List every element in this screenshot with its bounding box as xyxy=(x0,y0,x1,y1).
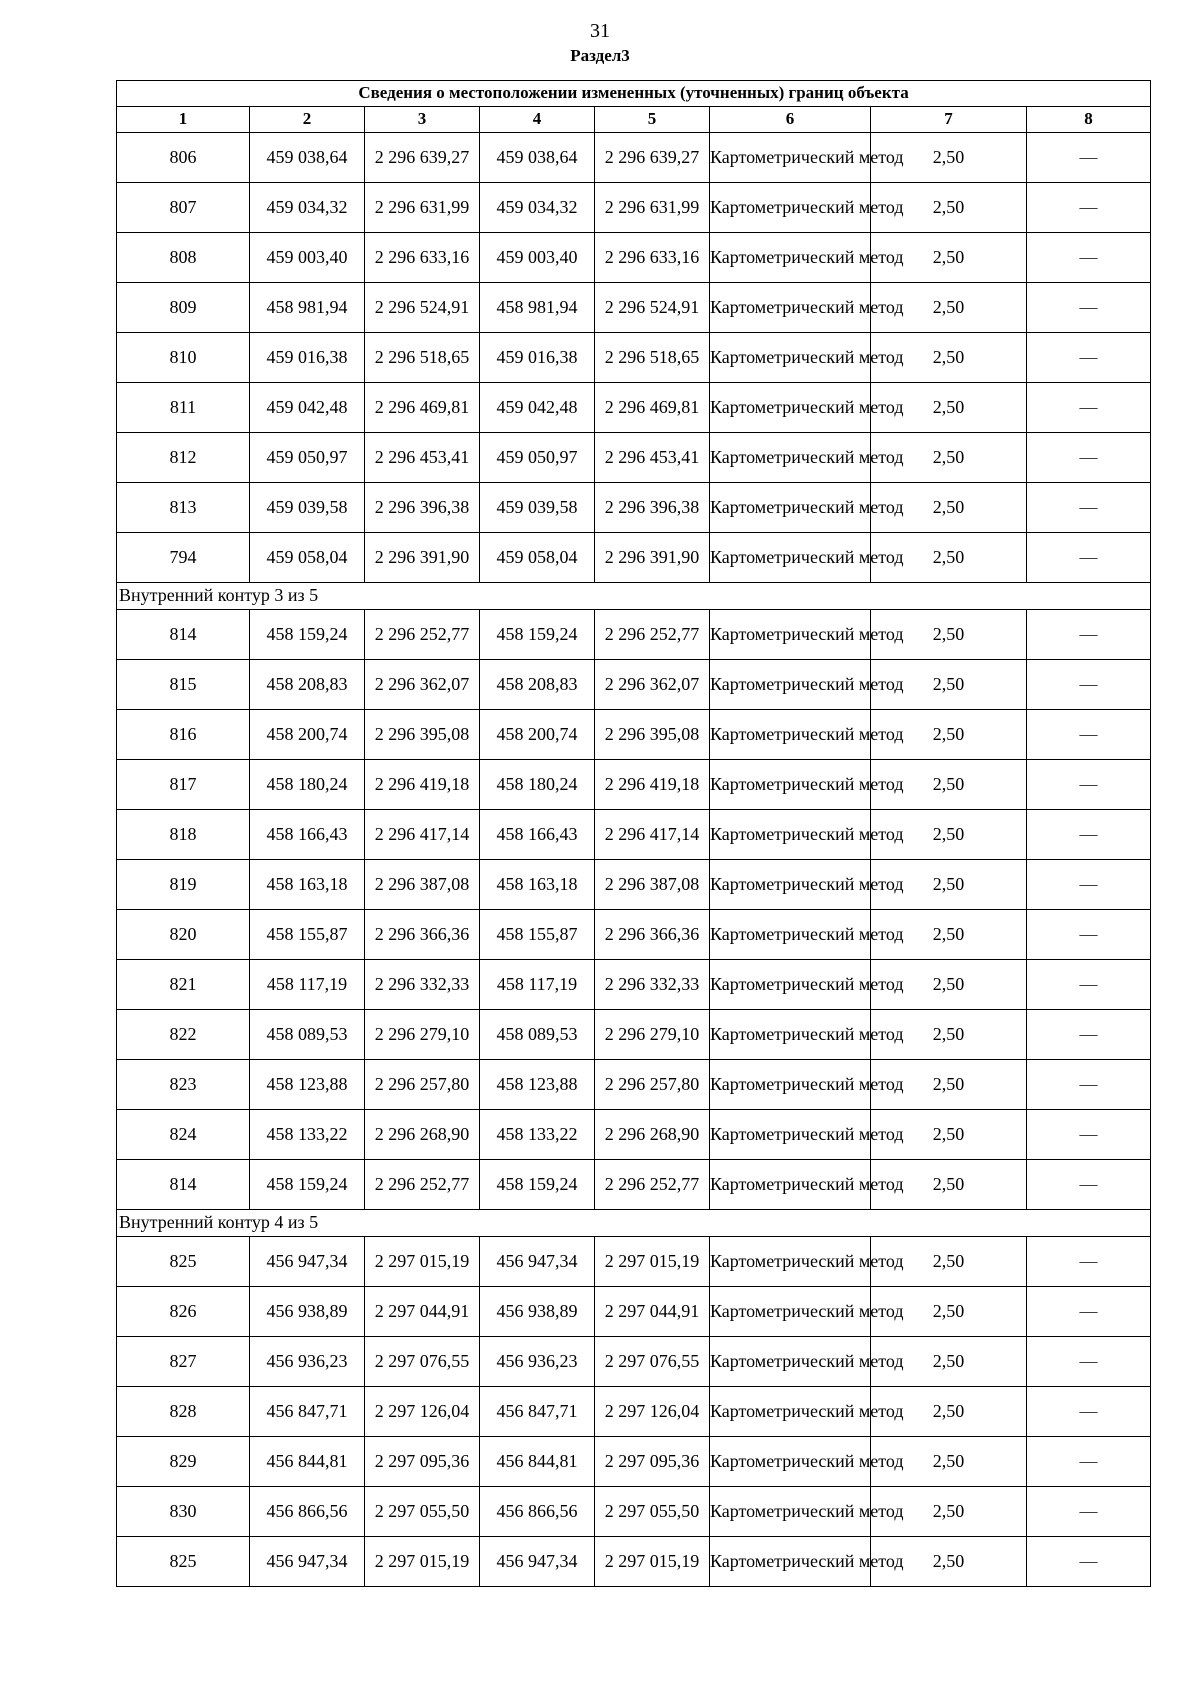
table-cell-col-5: 2 296 362,07 xyxy=(595,660,710,710)
table-cell-col-6: Картометрический метод xyxy=(710,1160,871,1210)
table-cell-col-1: 821 xyxy=(117,960,250,1010)
table-row xyxy=(117,183,1151,233)
contour-label: Внутренний контур 4 из 5 xyxy=(117,1210,1151,1237)
table-cell-col-1: 827 xyxy=(117,1337,250,1387)
table-cell-col-5: 2 296 518,65 xyxy=(595,333,710,383)
table-cell-col-6: Картометрический метод xyxy=(710,433,871,483)
table-cell-col-5: 2 296 639,27 xyxy=(595,133,710,183)
table-cell-col-7: 2,50 xyxy=(871,1160,1027,1210)
table-cell-col-1: 808 xyxy=(117,233,250,283)
table-cell-col-8: — xyxy=(1027,760,1151,810)
column-header-2: 2 xyxy=(250,107,365,133)
table-row xyxy=(117,860,1151,910)
column-header-6: 6 xyxy=(710,107,871,133)
table-cell-col-6: Картометрический метод xyxy=(710,1387,871,1437)
table-cell-col-3: 2 296 268,90 xyxy=(365,1110,480,1160)
table-cell-col-2: 458 200,74 xyxy=(250,710,365,760)
table-cell-col-3: 2 296 257,80 xyxy=(365,1060,480,1110)
table-cell-col-7: 2,50 xyxy=(871,760,1027,810)
table-cell-col-1: 830 xyxy=(117,1487,250,1537)
table-cell-col-5: 2 296 268,90 xyxy=(595,1110,710,1160)
table-cell-col-8: — xyxy=(1027,1287,1151,1337)
table-cell-col-5: 2 296 252,77 xyxy=(595,1160,710,1210)
column-header-row xyxy=(117,107,1151,133)
table-cell-col-5: 2 296 524,91 xyxy=(595,283,710,333)
table-cell-col-4: 458 163,18 xyxy=(480,860,595,910)
table-cell-col-7: 2,50 xyxy=(871,533,1027,583)
section-title: Раздел3 xyxy=(570,46,630,65)
table-cell-col-7: 2,50 xyxy=(871,333,1027,383)
column-header-4: 4 xyxy=(480,107,595,133)
table-row xyxy=(117,960,1151,1010)
table-cell-col-2: 458 133,22 xyxy=(250,1110,365,1160)
table-cell-col-3: 2 296 639,27 xyxy=(365,133,480,183)
table-cell-col-6: Картометрический метод xyxy=(710,1287,871,1337)
table-cell-col-6: Картометрический метод xyxy=(710,233,871,283)
table-row xyxy=(117,433,1151,483)
column-header-5: 5 xyxy=(595,107,710,133)
table-cell-col-5: 2 296 279,10 xyxy=(595,1010,710,1060)
table-cell-col-4: 459 034,32 xyxy=(480,183,595,233)
table-cell-col-1: 829 xyxy=(117,1437,250,1487)
table-cell-col-5: 2 297 015,19 xyxy=(595,1537,710,1587)
table-cell-col-8: — xyxy=(1027,383,1151,433)
table-cell-col-2: 459 038,64 xyxy=(250,133,365,183)
table-cell-col-7: 2,50 xyxy=(871,1110,1027,1160)
table-row xyxy=(117,660,1151,710)
table-cell-col-2: 458 155,87 xyxy=(250,910,365,960)
table-cell-col-5: 2 297 076,55 xyxy=(595,1337,710,1387)
table-cell-col-8: — xyxy=(1027,1437,1151,1487)
table-cell-col-2: 456 936,23 xyxy=(250,1337,365,1387)
table-row xyxy=(117,1010,1151,1060)
page-number: 31 xyxy=(590,20,610,42)
table-cell-col-1: 819 xyxy=(117,860,250,910)
table-cell-col-1: 813 xyxy=(117,483,250,533)
table-cell-col-4: 456 947,34 xyxy=(480,1237,595,1287)
table-cell-col-6: Картометрический метод xyxy=(710,383,871,433)
table-cell-col-4: 459 003,40 xyxy=(480,233,595,283)
table-cell-col-3: 2 296 279,10 xyxy=(365,1010,480,1060)
table-cell-col-8: — xyxy=(1027,1160,1151,1210)
table-row xyxy=(117,283,1151,333)
table-cell-col-6: Картометрический метод xyxy=(710,760,871,810)
table-cell-col-1: 807 xyxy=(117,183,250,233)
table-cell-col-3: 2 297 095,36 xyxy=(365,1437,480,1487)
table-cell-col-3: 2 297 076,55 xyxy=(365,1337,480,1387)
table-cell-col-4: 458 089,53 xyxy=(480,1010,595,1060)
table-cell-col-3: 2 296 419,18 xyxy=(365,760,480,810)
table-cell-col-7: 2,50 xyxy=(871,383,1027,433)
table-cell-col-5: 2 296 391,90 xyxy=(595,533,710,583)
table-cell-col-4: 459 039,58 xyxy=(480,483,595,533)
table-cell-col-2: 459 039,58 xyxy=(250,483,365,533)
table-cell-col-8: — xyxy=(1027,1060,1151,1110)
table-cell-col-2: 458 981,94 xyxy=(250,283,365,333)
table-cell-col-7: 2,50 xyxy=(871,710,1027,760)
table-cell-col-6: Картометрический метод xyxy=(710,810,871,860)
table-cell-col-5: 2 296 396,38 xyxy=(595,483,710,533)
table-cell-col-5: 2 296 252,77 xyxy=(595,610,710,660)
table-cell-col-6: Картометрический метод xyxy=(710,1010,871,1060)
table-cell-col-1: 820 xyxy=(117,910,250,960)
table-cell-col-4: 456 938,89 xyxy=(480,1287,595,1337)
table-cell-col-4: 458 133,22 xyxy=(480,1110,595,1160)
table-cell-col-8: — xyxy=(1027,810,1151,860)
table-cell-col-7: 2,50 xyxy=(871,1287,1027,1337)
table-cell-col-1: 825 xyxy=(117,1237,250,1287)
table-cell-col-7: 2,50 xyxy=(871,133,1027,183)
table-cell-col-7: 2,50 xyxy=(871,1537,1027,1587)
table-body xyxy=(117,81,1151,1587)
table-cell-col-2: 458 180,24 xyxy=(250,760,365,810)
coordinates-table xyxy=(116,80,1151,1587)
table-cell-col-5: 2 296 631,99 xyxy=(595,183,710,233)
column-header-7: 7 xyxy=(871,107,1027,133)
table-cell-col-8: — xyxy=(1027,1337,1151,1387)
table-cell-col-1: 825 xyxy=(117,1537,250,1587)
table-row xyxy=(117,810,1151,860)
table-cell-col-3: 2 297 044,91 xyxy=(365,1287,480,1337)
table-cell-col-6: Картометрический метод xyxy=(710,860,871,910)
table-row xyxy=(117,1437,1151,1487)
table-cell-col-2: 458 089,53 xyxy=(250,1010,365,1060)
table-cell-col-4: 456 844,81 xyxy=(480,1437,595,1487)
table-cell-col-3: 2 296 387,08 xyxy=(365,860,480,910)
table-cell-col-4: 456 866,56 xyxy=(480,1487,595,1537)
table-cell-col-6: Картометрический метод xyxy=(710,960,871,1010)
table-title-row xyxy=(117,81,1151,107)
table-cell-col-8: — xyxy=(1027,133,1151,183)
table-cell-col-2: 459 016,38 xyxy=(250,333,365,383)
table-cell-col-2: 456 938,89 xyxy=(250,1287,365,1337)
table-cell-col-6: Картометрический метод xyxy=(710,183,871,233)
table-cell-col-7: 2,50 xyxy=(871,1010,1027,1060)
table-cell-col-8: — xyxy=(1027,183,1151,233)
table-cell-col-4: 458 180,24 xyxy=(480,760,595,810)
table-cell-col-4: 459 050,97 xyxy=(480,433,595,483)
table-cell-col-7: 2,50 xyxy=(871,610,1027,660)
table-cell-col-7: 2,50 xyxy=(871,1337,1027,1387)
table-cell-col-2: 458 166,43 xyxy=(250,810,365,860)
contour-label-row xyxy=(117,583,1151,610)
table-cell-col-7: 2,50 xyxy=(871,910,1027,960)
table-cell-col-6: Картометрический метод xyxy=(710,1337,871,1387)
table-cell-col-1: 806 xyxy=(117,133,250,183)
table-cell-col-4: 459 016,38 xyxy=(480,333,595,383)
table-cell-col-1: 816 xyxy=(117,710,250,760)
table-cell-col-6: Картометрический метод xyxy=(710,660,871,710)
table-row xyxy=(117,710,1151,760)
table-cell-col-8: — xyxy=(1027,533,1151,583)
table-cell-col-3: 2 296 453,41 xyxy=(365,433,480,483)
table-cell-col-3: 2 296 391,90 xyxy=(365,533,480,583)
table-cell-col-1: 826 xyxy=(117,1287,250,1337)
table-cell-col-4: 458 166,43 xyxy=(480,810,595,860)
table-cell-col-1: 818 xyxy=(117,810,250,860)
table-cell-col-8: — xyxy=(1027,910,1151,960)
table-cell-col-1: 828 xyxy=(117,1387,250,1437)
table-title: Сведения о местоположении измененных (уточненных) границ объекта xyxy=(117,81,1151,107)
table-row xyxy=(117,383,1151,433)
table-cell-col-1: 812 xyxy=(117,433,250,483)
table-cell-col-8: — xyxy=(1027,960,1151,1010)
table-row xyxy=(117,1287,1151,1337)
table-cell-col-5: 2 296 366,36 xyxy=(595,910,710,960)
table-cell-col-7: 2,50 xyxy=(871,960,1027,1010)
table-cell-col-4: 458 159,24 xyxy=(480,610,595,660)
table-cell-col-6: Картометрический метод xyxy=(710,1060,871,1110)
table-cell-col-1: 814 xyxy=(117,610,250,660)
table-cell-col-5: 2 296 469,81 xyxy=(595,383,710,433)
table-cell-col-4: 458 208,83 xyxy=(480,660,595,710)
table-cell-col-3: 2 296 631,99 xyxy=(365,183,480,233)
table-cell-col-7: 2,50 xyxy=(871,1387,1027,1437)
table-cell-col-7: 2,50 xyxy=(871,1060,1027,1110)
table-cell-col-3: 2 296 518,65 xyxy=(365,333,480,383)
table-row xyxy=(117,1387,1151,1437)
table-cell-col-3: 2 296 395,08 xyxy=(365,710,480,760)
table-cell-col-7: 2,50 xyxy=(871,433,1027,483)
table-cell-col-1: 824 xyxy=(117,1110,250,1160)
table-cell-col-2: 458 163,18 xyxy=(250,860,365,910)
table-cell-col-8: — xyxy=(1027,610,1151,660)
table-cell-col-1: 815 xyxy=(117,660,250,710)
table-cell-col-6: Картометрический метод xyxy=(710,1237,871,1287)
table-cell-col-7: 2,50 xyxy=(871,233,1027,283)
table-cell-col-4: 459 058,04 xyxy=(480,533,595,583)
table-cell-col-8: — xyxy=(1027,483,1151,533)
table-cell-col-8: — xyxy=(1027,283,1151,333)
table-cell-col-2: 456 844,81 xyxy=(250,1437,365,1487)
table-cell-col-1: 823 xyxy=(117,1060,250,1110)
table-cell-col-4: 456 936,23 xyxy=(480,1337,595,1387)
table-cell-col-2: 458 208,83 xyxy=(250,660,365,710)
table-cell-col-2: 459 034,32 xyxy=(250,183,365,233)
table-cell-col-7: 2,50 xyxy=(871,1487,1027,1537)
table-cell-col-5: 2 296 257,80 xyxy=(595,1060,710,1110)
table-cell-col-6: Картометрический метод xyxy=(710,283,871,333)
table-cell-col-8: — xyxy=(1027,710,1151,760)
table-cell-col-1: 817 xyxy=(117,760,250,810)
table-cell-col-6: Картометрический метод xyxy=(710,483,871,533)
table-row xyxy=(117,133,1151,183)
table-cell-col-8: — xyxy=(1027,233,1151,283)
table-cell-col-2: 456 866,56 xyxy=(250,1487,365,1537)
table-row xyxy=(117,1337,1151,1387)
table-cell-col-8: — xyxy=(1027,860,1151,910)
table-row xyxy=(117,910,1151,960)
table-row xyxy=(117,1160,1151,1210)
table-cell-col-3: 2 297 015,19 xyxy=(365,1537,480,1587)
table-cell-col-6: Картометрический метод xyxy=(710,910,871,960)
table-cell-col-8: — xyxy=(1027,1537,1151,1587)
table-row xyxy=(117,533,1151,583)
table-cell-col-6: Картометрический метод xyxy=(710,710,871,760)
table-cell-col-3: 2 296 332,33 xyxy=(365,960,480,1010)
table-cell-col-3: 2 297 055,50 xyxy=(365,1487,480,1537)
table-cell-col-6: Картометрический метод xyxy=(710,1487,871,1537)
table-cell-col-5: 2 296 419,18 xyxy=(595,760,710,810)
table-cell-col-7: 2,50 xyxy=(871,810,1027,860)
table-cell-col-8: — xyxy=(1027,1237,1151,1287)
table-cell-col-8: — xyxy=(1027,333,1151,383)
table-row xyxy=(117,760,1151,810)
table-cell-col-6: Картометрический метод xyxy=(710,333,871,383)
table-cell-col-2: 458 117,19 xyxy=(250,960,365,1010)
table-cell-col-4: 459 042,48 xyxy=(480,383,595,433)
table-row xyxy=(117,1237,1151,1287)
table-cell-col-3: 2 296 362,07 xyxy=(365,660,480,710)
table-cell-col-5: 2 296 332,33 xyxy=(595,960,710,1010)
table-cell-col-2: 456 947,34 xyxy=(250,1237,365,1287)
table-cell-col-7: 2,50 xyxy=(871,660,1027,710)
table-cell-col-8: — xyxy=(1027,433,1151,483)
table-cell-col-5: 2 296 387,08 xyxy=(595,860,710,910)
table-cell-col-3: 2 296 252,77 xyxy=(365,610,480,660)
table-cell-col-4: 458 123,88 xyxy=(480,1060,595,1110)
table-cell-col-5: 2 296 633,16 xyxy=(595,233,710,283)
table-row xyxy=(117,1060,1151,1110)
table-cell-col-3: 2 296 252,77 xyxy=(365,1160,480,1210)
table-cell-col-4: 458 200,74 xyxy=(480,710,595,760)
table-row xyxy=(117,483,1151,533)
table-cell-col-2: 459 003,40 xyxy=(250,233,365,283)
table-cell-col-5: 2 297 044,91 xyxy=(595,1287,710,1337)
table-cell-col-3: 2 296 633,16 xyxy=(365,233,480,283)
table-row xyxy=(117,1110,1151,1160)
table-cell-col-3: 2 296 469,81 xyxy=(365,383,480,433)
table-cell-col-3: 2 297 126,04 xyxy=(365,1387,480,1437)
table-cell-col-1: 809 xyxy=(117,283,250,333)
table-cell-col-5: 2 297 126,04 xyxy=(595,1387,710,1437)
table-cell-col-2: 459 050,97 xyxy=(250,433,365,483)
table-cell-col-8: — xyxy=(1027,1110,1151,1160)
table-cell-col-7: 2,50 xyxy=(871,483,1027,533)
table-cell-col-4: 456 947,34 xyxy=(480,1537,595,1587)
column-header-3: 3 xyxy=(365,107,480,133)
table-cell-col-6: Картометрический метод xyxy=(710,533,871,583)
column-header-1: 1 xyxy=(117,107,250,133)
table-cell-col-6: Картометрический метод xyxy=(710,1537,871,1587)
table-cell-col-3: 2 296 396,38 xyxy=(365,483,480,533)
table-cell-col-7: 2,50 xyxy=(871,860,1027,910)
table-cell-col-7: 2,50 xyxy=(871,1437,1027,1487)
table-cell-col-4: 458 117,19 xyxy=(480,960,595,1010)
table-cell-col-1: 810 xyxy=(117,333,250,383)
table-cell-col-4: 456 847,71 xyxy=(480,1387,595,1437)
table-row xyxy=(117,1537,1151,1587)
table-cell-col-2: 458 159,24 xyxy=(250,610,365,660)
table-cell-col-8: — xyxy=(1027,1387,1151,1437)
table-cell-col-2: 459 042,48 xyxy=(250,383,365,433)
table-cell-col-3: 2 296 417,14 xyxy=(365,810,480,860)
table-cell-col-5: 2 296 417,14 xyxy=(595,810,710,860)
table-cell-col-2: 459 058,04 xyxy=(250,533,365,583)
table-cell-col-1: 814 xyxy=(117,1160,250,1210)
table-cell-col-4: 459 038,64 xyxy=(480,133,595,183)
table-row xyxy=(117,1487,1151,1537)
table-cell-col-2: 458 123,88 xyxy=(250,1060,365,1110)
table-cell-col-3: 2 296 366,36 xyxy=(365,910,480,960)
table-cell-col-4: 458 155,87 xyxy=(480,910,595,960)
table-cell-col-7: 2,50 xyxy=(871,283,1027,333)
table-cell-col-8: — xyxy=(1027,1487,1151,1537)
table-cell-col-6: Картометрический метод xyxy=(710,1437,871,1487)
table-row xyxy=(117,233,1151,283)
table-cell-col-1: 822 xyxy=(117,1010,250,1060)
table-cell-col-2: 458 159,24 xyxy=(250,1160,365,1210)
table-cell-col-1: 811 xyxy=(117,383,250,433)
table-cell-col-4: 458 981,94 xyxy=(480,283,595,333)
column-header-8: 8 xyxy=(1027,107,1151,133)
table-cell-col-4: 458 159,24 xyxy=(480,1160,595,1210)
table-cell-col-1: 794 xyxy=(117,533,250,583)
table-cell-col-5: 2 297 055,50 xyxy=(595,1487,710,1537)
table-cell-col-3: 2 297 015,19 xyxy=(365,1237,480,1287)
table-row xyxy=(117,610,1151,660)
table-cell-col-2: 456 847,71 xyxy=(250,1387,365,1437)
table-cell-col-8: — xyxy=(1027,660,1151,710)
table-cell-col-2: 456 947,34 xyxy=(250,1537,365,1587)
table-cell-col-6: Картометрический метод xyxy=(710,610,871,660)
table-cell-col-5: 2 296 453,41 xyxy=(595,433,710,483)
table-cell-col-8: — xyxy=(1027,1010,1151,1060)
table-cell-col-6: Картометрический метод xyxy=(710,1110,871,1160)
table-cell-col-5: 2 297 015,19 xyxy=(595,1237,710,1287)
contour-label-row xyxy=(117,1210,1151,1237)
contour-label: Внутренний контур 3 из 5 xyxy=(117,583,1151,610)
table-cell-col-7: 2,50 xyxy=(871,1237,1027,1287)
table-row xyxy=(117,333,1151,383)
table-cell-col-7: 2,50 xyxy=(871,183,1027,233)
table-cell-col-5: 2 297 095,36 xyxy=(595,1437,710,1487)
table-cell-col-5: 2 296 395,08 xyxy=(595,710,710,760)
table-cell-col-3: 2 296 524,91 xyxy=(365,283,480,333)
table-cell-col-6: Картометрический метод xyxy=(710,133,871,183)
